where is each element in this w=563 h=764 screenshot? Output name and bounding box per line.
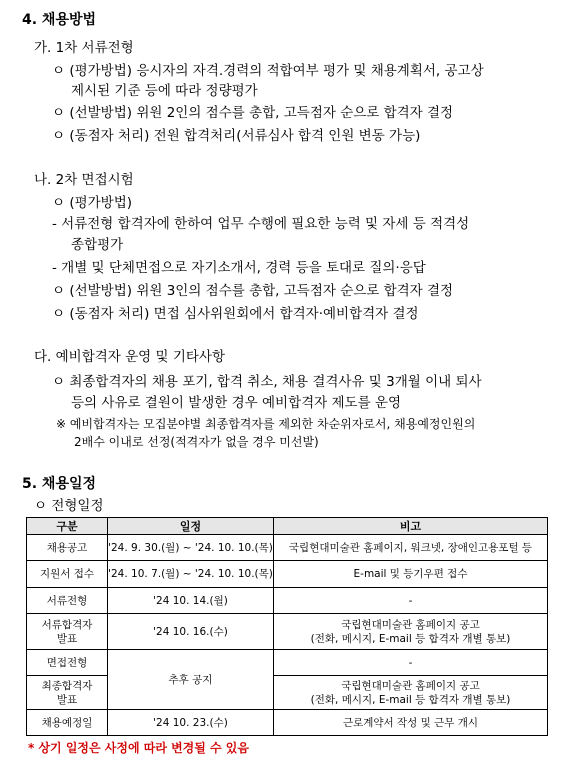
da-bullet-1-line-1: ㅇ 최종합격자의 채용 포기, 합격 취소, 채용 결격사유 및 3개월 이내 퇴사	[52, 374, 482, 390]
subsection-na-title: 나. 2차 면접시험	[34, 172, 134, 188]
note-cell	[274, 614, 548, 650]
date-cell: '24. 9. 30.(월) ~ '24. 10. 10.(목)	[108, 535, 274, 561]
schedule-footnote: * 상기 일정은 사정에 따라 변경될 수 있음	[28, 741, 249, 755]
header-stage: 구분	[27, 518, 108, 535]
header-note: 비고	[274, 518, 548, 535]
table-row	[27, 650, 548, 676]
date-cell: '24 10. 14.(월)	[108, 588, 274, 614]
stage-cell	[27, 614, 108, 650]
table-header-row	[27, 518, 548, 535]
note-line-1: 국립현대미술관 홈페이지 공고	[341, 679, 480, 692]
note-cell	[274, 676, 548, 710]
da-note-line-1: ※ 예비합격자는 모집분야별 최종합격자를 제외한 차순위자로서, 채용예정인원의	[56, 417, 476, 431]
note-line-1: 국립현대미술관 홈페이지 공고	[341, 618, 480, 631]
stage-cell	[27, 676, 108, 710]
header-date: 일정	[108, 518, 274, 535]
note-cell: -	[274, 650, 548, 676]
stage-cell: 지원서 접수	[27, 561, 108, 588]
stage-cell: 면접전형	[27, 650, 108, 676]
stage-line-1: 서류합격자	[41, 618, 93, 631]
table-row	[27, 614, 548, 650]
na-dash-1-line-1: - 서류전형 합격자에 한하여 업무 수행에 필요한 능력 및 자세 등 적격성	[52, 216, 470, 232]
stage-line-2: 발표	[56, 632, 78, 645]
ga-bullet-1-line-1: ㅇ (평가방법) 응시자의 자격.경력의 적합여부 평가 및 채용계획서, 공고상	[52, 63, 484, 79]
na-bullet-2: ㅇ (선발방법) 위원 3인의 점수를 총합, 고득점자 순으로 합격자 결정	[52, 283, 454, 299]
da-note-line-2: 2배수 이내로 선정(적격자가 없을 경우 미선발)	[74, 435, 319, 449]
subsection-da-title: 다. 예비합격자 운영 및 기타사항	[34, 349, 225, 365]
table-row	[27, 588, 548, 614]
ga-bullet-3: ㅇ (동점자 처리) 전원 합격처리(서류심사 합격 인원 변동 가능)	[52, 128, 421, 144]
note-line-2: (전화, 메시지, E-mail 등 합격자 개별 통보)	[310, 632, 511, 645]
table-row	[27, 561, 548, 588]
stage-line-2: 발표	[56, 693, 78, 706]
note-cell: -	[274, 588, 548, 614]
na-dash-2: - 개별 및 단체면접으로 자기소개서, 경력 등을 토대로 질의·응답	[52, 260, 426, 276]
stage-cell: 채용공고	[27, 535, 108, 561]
schedule-table	[26, 517, 548, 736]
date-cell: '24. 10. 7.(월) ~ '24. 10. 10.(목)	[108, 561, 274, 588]
table-row	[27, 535, 548, 561]
section-4-heading: 4. 채용방법	[22, 12, 97, 28]
date-cell-merged: 추후 공지	[108, 650, 274, 710]
ga-bullet-1-line-2: 제시된 기준 등에 따라 정량평가	[71, 83, 258, 99]
da-bullet-1-line-2: 등의 사유로 결원이 발생한 경우 예비합격자 제도를 운영	[71, 395, 401, 411]
na-bullet-1: ㅇ (평가방법)	[52, 195, 133, 211]
stage-cell: 서류전형	[27, 588, 108, 614]
note-cell: E-mail 및 등기우편 접수	[274, 561, 548, 588]
stage-cell: 채용예정일	[27, 710, 108, 736]
stage-line-1: 최종합격자	[41, 679, 93, 692]
schedule-subtitle: ㅇ 전형일정	[34, 498, 104, 514]
table-row	[27, 676, 548, 710]
table-row	[27, 710, 548, 736]
section-5-heading: 5. 채용일정	[22, 476, 97, 492]
subsection-ga-title: 가. 1차 서류전형	[34, 40, 134, 56]
date-cell: '24 10. 23.(수)	[108, 710, 274, 736]
ga-bullet-2: ㅇ (선발방법) 위원 2인의 점수를 총합, 고득점자 순으로 합격자 결정	[52, 105, 454, 121]
note-line-2: (전화, 메시지, E-mail 등 합격자 개별 통보)	[310, 693, 511, 706]
note-cell: 근로계약서 작성 및 근무 개시	[274, 710, 548, 736]
na-bullet-3: ㅇ (동점자 처리) 면접 심사위원회에서 합격자·예비합격자 결정	[52, 306, 419, 322]
note-cell: 국립현대미술관 홈페이지, 워크넷, 장애인고용포털 등	[274, 535, 548, 561]
date-cell: '24 10. 16.(수)	[108, 614, 274, 650]
na-dash-1-line-2: 종합평가	[71, 237, 124, 253]
